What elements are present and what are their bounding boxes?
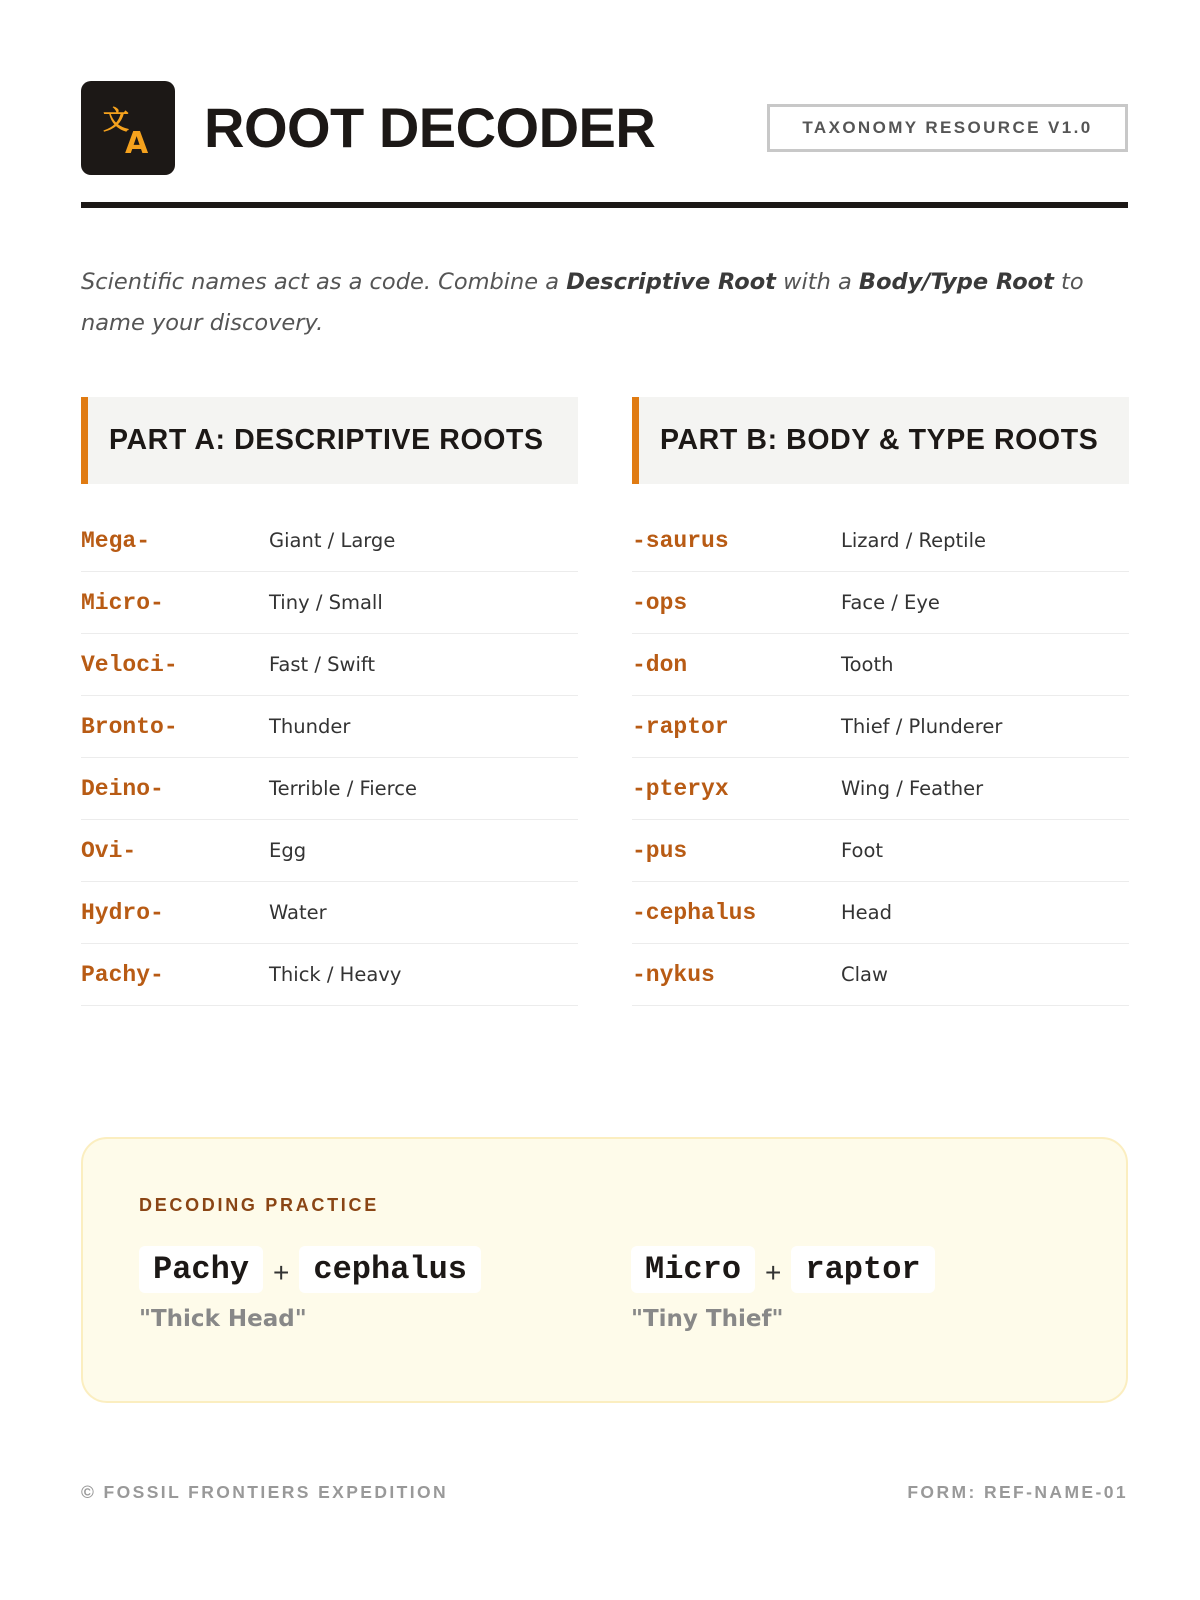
root-meaning: Lizard / Reptile <box>841 529 987 552</box>
table-row <box>81 758 578 820</box>
page-title: ROOT DECODER <box>204 96 656 159</box>
table-row <box>632 634 1129 696</box>
root-term: -nykus <box>632 961 715 988</box>
part-b-heading: PART B: BODY & TYPE ROOTS <box>632 397 1129 484</box>
root-meaning: Giant / Large <box>269 529 396 552</box>
root-term: -ops <box>632 589 688 616</box>
table-row <box>81 572 578 634</box>
intro-emphasis-body: Body/Type Root <box>858 269 1054 295</box>
table-row <box>632 572 1129 634</box>
root-term: -don <box>632 651 688 678</box>
root-meaning: Head <box>841 901 892 924</box>
table-row <box>81 944 578 1006</box>
footer-form-id: FORM: REF-NAME-01 <box>907 1482 1128 1502</box>
part-b-table <box>632 510 1129 1006</box>
translate-icon <box>81 81 175 175</box>
root-meaning: Thunder <box>269 715 351 738</box>
root-chip-first: Pachy <box>139 1246 263 1293</box>
part-a-section <box>81 397 578 1006</box>
root-term: Deino- <box>81 775 164 802</box>
logo-glyph-top: 文 <box>103 106 130 136</box>
table-row <box>632 758 1129 820</box>
root-term: Ovi- <box>81 837 137 864</box>
table-row <box>632 696 1129 758</box>
root-term: Mega- <box>81 527 151 554</box>
plus-sign: + <box>273 1256 290 1288</box>
part-b-section <box>632 397 1129 1006</box>
root-term: -cephalus <box>632 899 757 926</box>
root-term: Hydro- <box>81 899 164 926</box>
root-term: Bronto- <box>81 713 178 740</box>
root-term: -pus <box>632 837 688 864</box>
practice-label: DECODING PRACTICE <box>139 1195 379 1215</box>
root-meaning: Terrible / Fierce <box>269 777 417 800</box>
root-meaning: Wing / Feather <box>841 777 984 800</box>
root-meaning: Face / Eye <box>841 591 940 614</box>
table-row <box>632 944 1129 1006</box>
root-meaning: Egg <box>269 839 307 862</box>
root-meaning: Foot <box>841 839 884 862</box>
example-translation: "Thick Head" <box>139 1306 307 1332</box>
footer-copyright: © FOSSIL FRONTIERS EXPEDITION <box>81 1482 449 1502</box>
root-term: Veloci- <box>81 651 178 678</box>
intro-emphasis-descriptive: Descriptive Root <box>566 269 776 295</box>
table-row <box>81 882 578 944</box>
decoding-practice-panel <box>81 1137 1128 1403</box>
root-meaning: Thick / Heavy <box>269 963 402 986</box>
root-chip-second: raptor <box>791 1246 934 1293</box>
table-row <box>81 510 578 572</box>
intro-text: Scientific names act as a code. Combine a Descriptive Root with a Body/Type Root to name your discovery. <box>81 269 1084 336</box>
root-term: -raptor <box>632 713 729 740</box>
table-row <box>632 882 1129 944</box>
header <box>81 81 1128 175</box>
root-meaning: Claw <box>841 963 888 986</box>
root-term: Micro- <box>81 589 164 616</box>
root-meaning: Water <box>269 901 327 924</box>
part-a-heading: PART A: DESCRIPTIVE ROOTS <box>81 397 578 484</box>
root-chip-first: Micro <box>631 1246 755 1293</box>
root-meaning: Thief / Plunderer <box>841 715 1003 738</box>
table-row <box>81 820 578 882</box>
plus-sign: + <box>765 1256 782 1288</box>
table-row <box>81 696 578 758</box>
example-translation: "Tiny Thief" <box>631 1306 784 1332</box>
table-row <box>81 634 578 696</box>
version-badge: TAXONOMY RESOURCE V1.0 <box>767 104 1128 152</box>
header-divider <box>81 202 1128 208</box>
practice-example <box>139 1246 481 1332</box>
root-term: -saurus <box>632 527 729 554</box>
footer <box>81 1482 1128 1503</box>
practice-example <box>631 1246 935 1332</box>
root-meaning: Tiny / Small <box>269 591 383 614</box>
root-term: Pachy- <box>81 961 164 988</box>
logo-glyph-bottom: A <box>125 126 149 161</box>
root-meaning: Tooth <box>841 653 894 676</box>
root-meaning: Fast / Swift <box>269 653 376 676</box>
table-row <box>632 510 1129 572</box>
root-chip-second: cephalus <box>299 1246 481 1293</box>
table-row <box>632 820 1129 882</box>
part-a-table <box>81 510 578 1006</box>
root-term: -pteryx <box>632 775 729 802</box>
